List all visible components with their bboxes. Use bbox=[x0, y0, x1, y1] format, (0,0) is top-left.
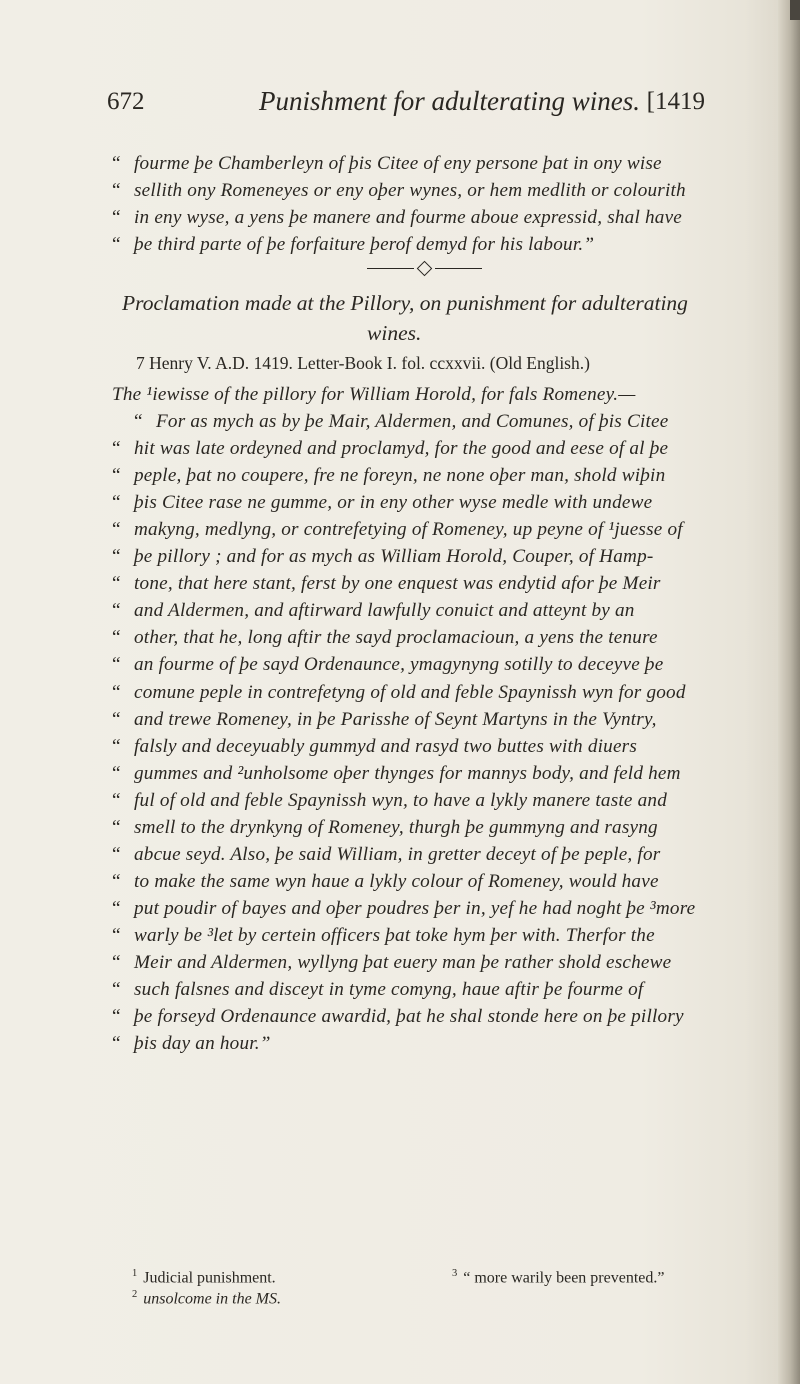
line-text: and Aldermen, and aftirward lawfully conuict and atteynt by an bbox=[134, 600, 635, 622]
line-text: other, that he, long aftir the sayd proclamacioun, a yens the tenure bbox=[134, 627, 658, 649]
quote-mark: “ bbox=[112, 153, 121, 174]
line-text: smell to the drynkyng of Romeney, thurgh þe gummyng and rasyng bbox=[134, 816, 658, 838]
line-text: warly be ³let by certein officers þat toke hym þer with. Therfor the bbox=[134, 924, 655, 946]
quote-mark: “ bbox=[112, 207, 121, 228]
line-text: hit was late ordeyned and proclamyd, for the good and eese of al þe bbox=[134, 438, 669, 460]
quote-mark: “ bbox=[112, 924, 121, 946]
line-text: ful of old and feble Spaynissh wyn, to have a lykly manere taste and bbox=[134, 789, 667, 811]
quote-mark: “ bbox=[112, 816, 121, 838]
heading-line-1: Proclamation made at the Pillory, on punishment for adulterating bbox=[122, 291, 688, 315]
line-text: þis Citee rase ne gumme, or in eny other wyse medle with undewe bbox=[134, 492, 653, 514]
footnote-3: $^3$ “ more warily been prevented.” bbox=[452, 1268, 665, 1287]
text-line bbox=[112, 679, 718, 706]
text-line bbox=[112, 922, 718, 949]
line-text: gummes and ²unholsome oþer thynges for mannys body, and feld hem bbox=[134, 762, 681, 784]
text-line bbox=[112, 1030, 718, 1057]
quote-mark: “ bbox=[112, 1006, 121, 1028]
text-line bbox=[112, 733, 718, 760]
quote-mark: “ bbox=[112, 870, 121, 892]
quote-mark: “ bbox=[112, 735, 121, 757]
heading-line-2: wines. bbox=[367, 321, 422, 345]
quote-mark: “ bbox=[112, 951, 121, 973]
quote-mark: “ bbox=[112, 465, 121, 487]
text-line bbox=[112, 651, 718, 678]
running-head bbox=[107, 86, 705, 126]
quote-mark: “ bbox=[112, 789, 121, 811]
line-text: an fourme of þe sayd Ordenaunce, ymagynyng sotilly to deceyve þe bbox=[134, 654, 664, 676]
quote-mark: “ bbox=[112, 438, 121, 460]
line-text: þe third parte of þe forfaiture þerof demyd for his labour.” bbox=[134, 234, 595, 255]
text-line bbox=[112, 841, 718, 868]
page-edge bbox=[778, 0, 800, 1384]
quote-mark: “ bbox=[112, 546, 121, 568]
line-text: sellith ony Romeneyes or eny oþer wynes, or hem medlith or colourith bbox=[134, 180, 686, 201]
proclamation-text bbox=[112, 381, 718, 1057]
text-line bbox=[112, 976, 718, 1003]
footnote-2: $^2$ unsolcome in the MS. bbox=[132, 1289, 281, 1308]
diamond-ornament-icon bbox=[417, 261, 433, 277]
line-text: to make the same wyn haue a lykly colour of Romeney, would have bbox=[134, 870, 659, 892]
text-line bbox=[112, 814, 718, 841]
text-line bbox=[112, 435, 718, 462]
line-text: comune peple in contrefetyng of old and feble Spaynissh wyn for good bbox=[134, 681, 686, 703]
text-line bbox=[112, 489, 718, 516]
text-line bbox=[112, 760, 718, 787]
line-text: þe pillory ; and for as mych as William Horold, Couper, of Hamp- bbox=[134, 546, 654, 568]
line-text: such falsnes and disceyt in tyme comyng, haue aftir þe fourme of bbox=[134, 979, 644, 1001]
quote-mark: “ bbox=[112, 180, 121, 201]
line-text: Meir and Aldermen, wyllyng þat euery man þe rather shold eschewe bbox=[134, 951, 672, 973]
text-line bbox=[112, 150, 716, 177]
page-corner-shadow bbox=[790, 0, 800, 20]
source-citation: 7 Henry V. A.D. 1419. Letter-Book I. fol. ccxxvii. (Old English.) bbox=[136, 353, 590, 373]
line-text: in eny wyse, a yens þe manere and fourme aboue expressid, shal have bbox=[134, 207, 683, 228]
text-line bbox=[112, 895, 718, 922]
quote-mark: “ bbox=[112, 979, 121, 1001]
quote-mark: “ bbox=[112, 897, 121, 919]
text-line bbox=[112, 597, 718, 624]
line-text: abcue seyd. Also, þe said William, in gretter deceyt of þe peple, for bbox=[134, 843, 661, 865]
quote-mark: “ bbox=[112, 843, 121, 865]
section-heading bbox=[122, 288, 722, 348]
line-text: makyng, medlyng, or contrefetying of Romeney, up peyne of ¹juesse of bbox=[134, 519, 683, 541]
line-text: tone, that here stant, ferst by one enquest was endytid afor þe Meir bbox=[134, 573, 661, 595]
line-text: put poudir of bayes and oþer poudres þer in, yef he had noght þe ³more bbox=[134, 897, 696, 919]
quote-mark: “ bbox=[112, 234, 121, 255]
line-text: and trewe Romeney, in þe Parisshe of Seynt Martyns in the Vyntry, bbox=[134, 708, 657, 730]
text-line bbox=[112, 462, 718, 489]
text-line bbox=[112, 543, 718, 570]
quote-mark: “ bbox=[112, 492, 121, 514]
quote-mark: “ bbox=[112, 600, 121, 622]
quote-mark: “ bbox=[112, 627, 121, 649]
running-title: Punishment for adulterating wines. bbox=[259, 86, 640, 116]
line-text: fourme þe Chamberleyn of þis Citee of eny persone þat in ony wise bbox=[134, 153, 662, 174]
text-line bbox=[112, 624, 718, 651]
text-line bbox=[112, 787, 718, 814]
quote-mark: “ bbox=[112, 654, 121, 676]
quote-mark: “ bbox=[134, 411, 143, 433]
quote-mark: “ bbox=[112, 573, 121, 595]
text-line bbox=[112, 868, 718, 895]
text-line bbox=[112, 177, 716, 204]
text-line bbox=[112, 408, 718, 435]
line-text: For as mych as by þe Mair, Aldermen, and Comunes, of þis Citee bbox=[156, 411, 669, 433]
quote-mark: “ bbox=[112, 708, 121, 730]
quote-mark: “ bbox=[112, 762, 121, 784]
line-text: The ¹iewisse of the pillory for William Horold, for fals Romeney.— bbox=[112, 384, 636, 405]
line-text: peple, þat no coupere, fre ne foreyn, ne none oþer man, shold wiþin bbox=[134, 465, 666, 487]
section-divider bbox=[367, 262, 482, 276]
continuation-paragraph bbox=[112, 150, 716, 258]
line-text: þe forseyd Ordenaunce awardid, þat he shal stonde here on þe pillory bbox=[134, 1006, 684, 1028]
footnote-1: $^1$ Judicial punishment. bbox=[132, 1268, 276, 1287]
text-line bbox=[112, 570, 718, 597]
text-line bbox=[112, 706, 718, 733]
text-line bbox=[112, 949, 718, 976]
text-line bbox=[112, 1003, 718, 1030]
text-line bbox=[112, 231, 716, 258]
quote-mark: “ bbox=[112, 519, 121, 541]
line-text: þis day an hour.” bbox=[134, 1033, 271, 1055]
text-line bbox=[112, 204, 716, 231]
line-text: falsly and deceyuably gummyd and rasyd two buttes with diuers bbox=[134, 735, 638, 757]
text-line bbox=[112, 516, 718, 543]
page-number: 672 bbox=[107, 88, 145, 115]
quote-mark: “ bbox=[112, 681, 121, 703]
text-line bbox=[112, 381, 718, 408]
running-year: [1419 bbox=[646, 88, 705, 115]
quote-mark: “ bbox=[112, 1033, 121, 1055]
